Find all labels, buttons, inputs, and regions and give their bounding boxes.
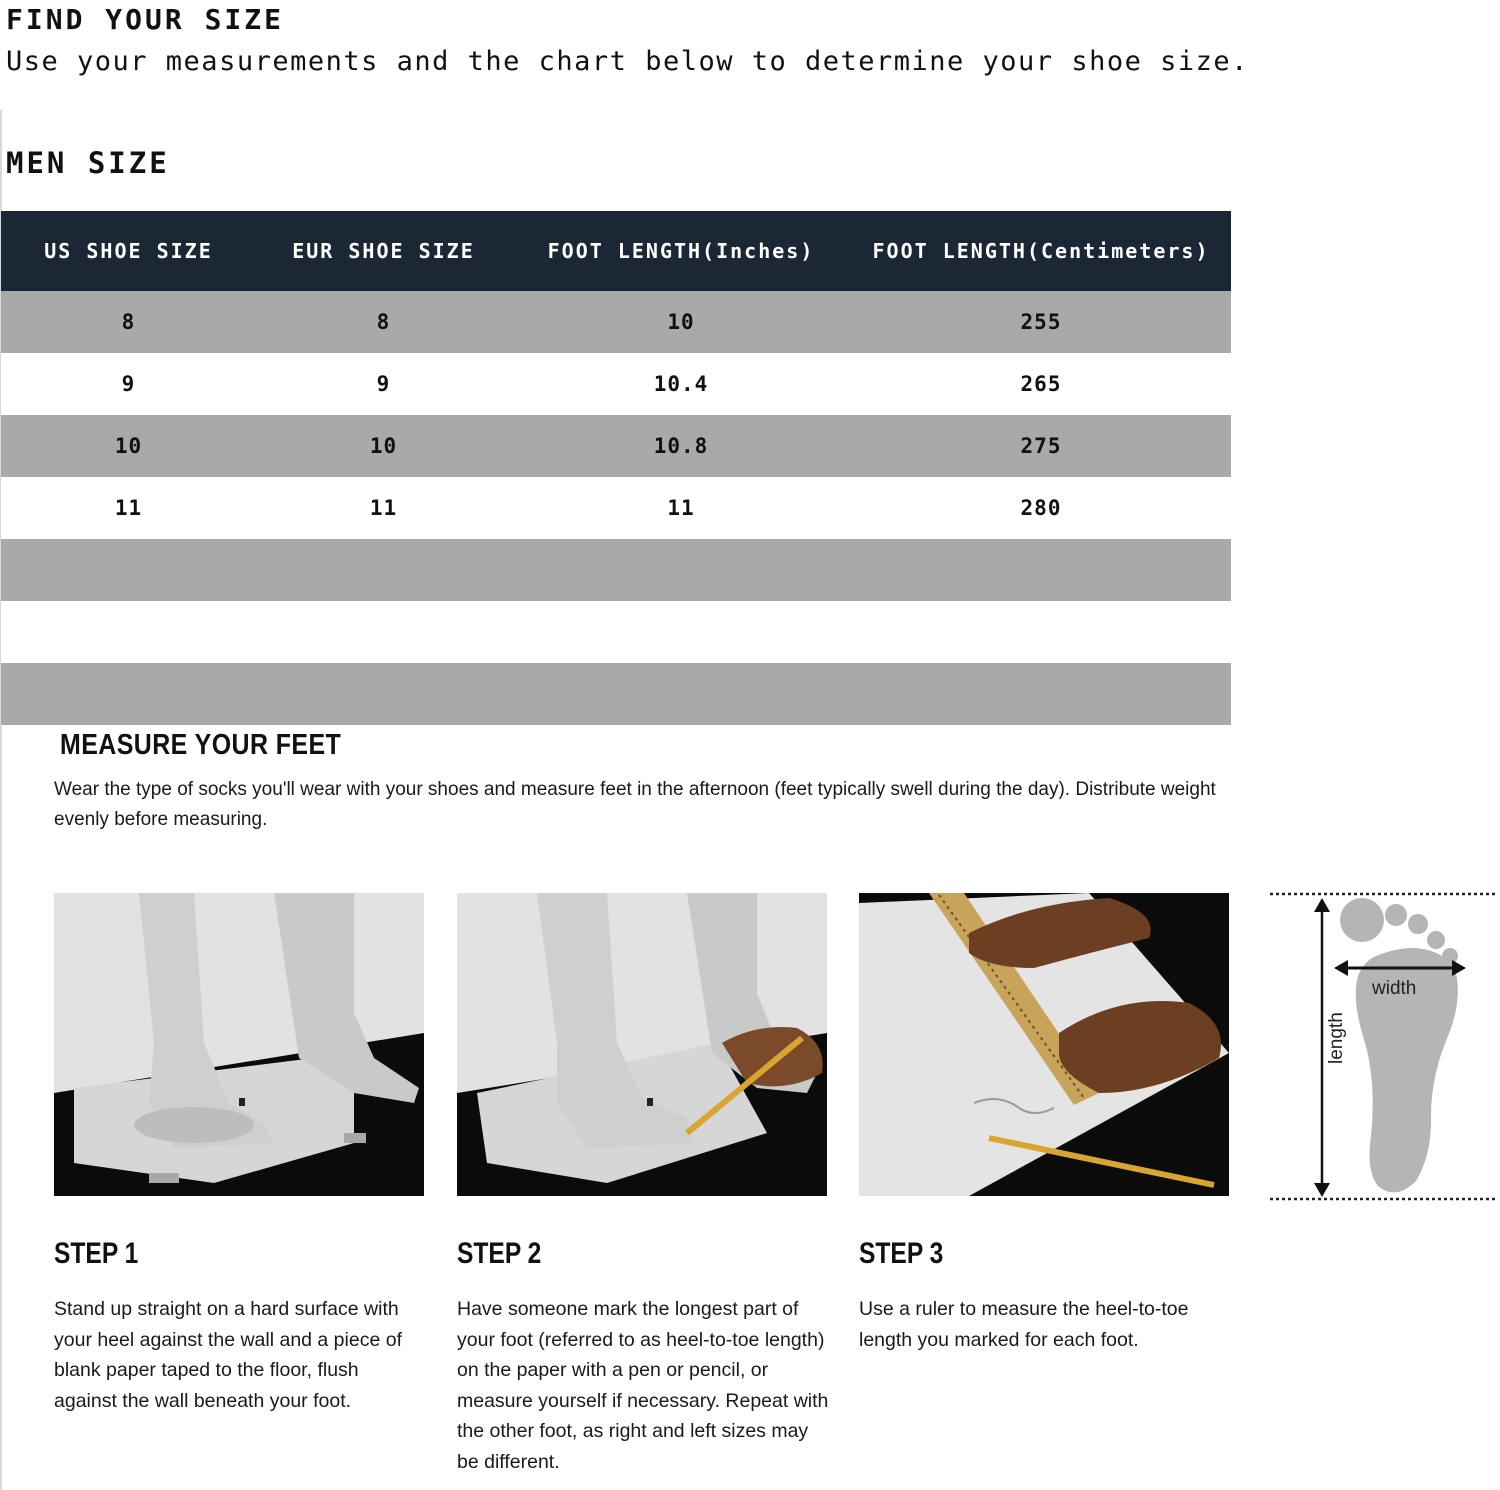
step2-photo <box>457 893 827 1196</box>
table-spacer <box>1 601 1231 663</box>
cell-us-size: 9 <box>121 372 136 396</box>
cell-foot-length-cm: 255 <box>1020 310 1062 334</box>
column-header-us-size: US SHOE SIZE <box>44 239 213 263</box>
cell-foot-length-cm: 265 <box>1020 372 1062 396</box>
page-title: FIND YOUR SIZE <box>6 3 285 36</box>
cell-us-size: 10 <box>114 434 143 458</box>
table-row-empty <box>1 663 1231 725</box>
measure-section-title: MEASURE YOUR FEET <box>60 729 342 761</box>
step3-text: Use a ruler to measure the heel-to-toe length you marked for each foot. <box>859 1298 1189 1351</box>
step1-text: Stand up straight on a hard surface with your heel against the wall and a piece of blank paper taped to the floor, flush against the wall beneath your foot. <box>54 1298 402 1412</box>
cell-us-size: 8 <box>121 310 136 334</box>
step3-photo <box>859 893 1229 1196</box>
width-label: width <box>1372 978 1417 999</box>
column-header-foot-length-inches: FOOT LENGTH(Inches) <box>547 239 815 263</box>
table-row <box>1 353 1231 415</box>
cell-us-size: 11 <box>114 496 143 520</box>
table-row-empty <box>1 539 1231 601</box>
length-label: length <box>1326 1012 1347 1064</box>
men-size-title: MEN SIZE <box>6 146 170 180</box>
cell-eur-size: 9 <box>376 372 391 396</box>
cell-eur-size: 11 <box>369 496 398 520</box>
column-header-eur-size: EUR SHOE SIZE <box>292 239 475 263</box>
page-subtitle: Use your measurements and the chart below to determine your shoe size. <box>6 46 1249 77</box>
step1-title: STEP 1 <box>54 1237 139 1270</box>
table-header-row <box>1 211 1231 291</box>
table-row <box>1 477 1231 539</box>
measure-description: Wear the type of socks you'll wear with your shoes and measure feet in the afternoon (feet typically swell during the day). Distribute weight evenly before measuring. <box>54 779 1216 830</box>
table-row <box>1 415 1231 477</box>
cell-eur-size: 10 <box>369 434 398 458</box>
table-row <box>1 291 1231 353</box>
cell-foot-length-cm: 280 <box>1020 496 1062 520</box>
foot-diagram <box>1266 886 1498 1206</box>
cell-eur-size: 8 <box>376 310 391 334</box>
cell-foot-length-cm: 275 <box>1020 434 1062 458</box>
step1-photo <box>54 893 424 1196</box>
step2-text: Have someone mark the longest part of your foot (referred to as heel-to-toe length) on the paper with a pen or pencil, or measure yourself if necessary. Repeat with the other foot, as right and left sizes may be different. <box>457 1298 829 1473</box>
cell-foot-length-inches: 10.8 <box>653 434 709 458</box>
step2-title: STEP 2 <box>457 1237 542 1270</box>
step3-title: STEP 3 <box>859 1237 944 1270</box>
cell-foot-length-inches: 10 <box>667 310 695 334</box>
cell-foot-length-inches: 10.4 <box>653 372 709 396</box>
column-header-foot-length-cm: FOOT LENGTH(Centimeters) <box>872 239 1210 263</box>
size-table <box>1 211 1231 725</box>
cell-foot-length-inches: 11 <box>667 496 695 520</box>
